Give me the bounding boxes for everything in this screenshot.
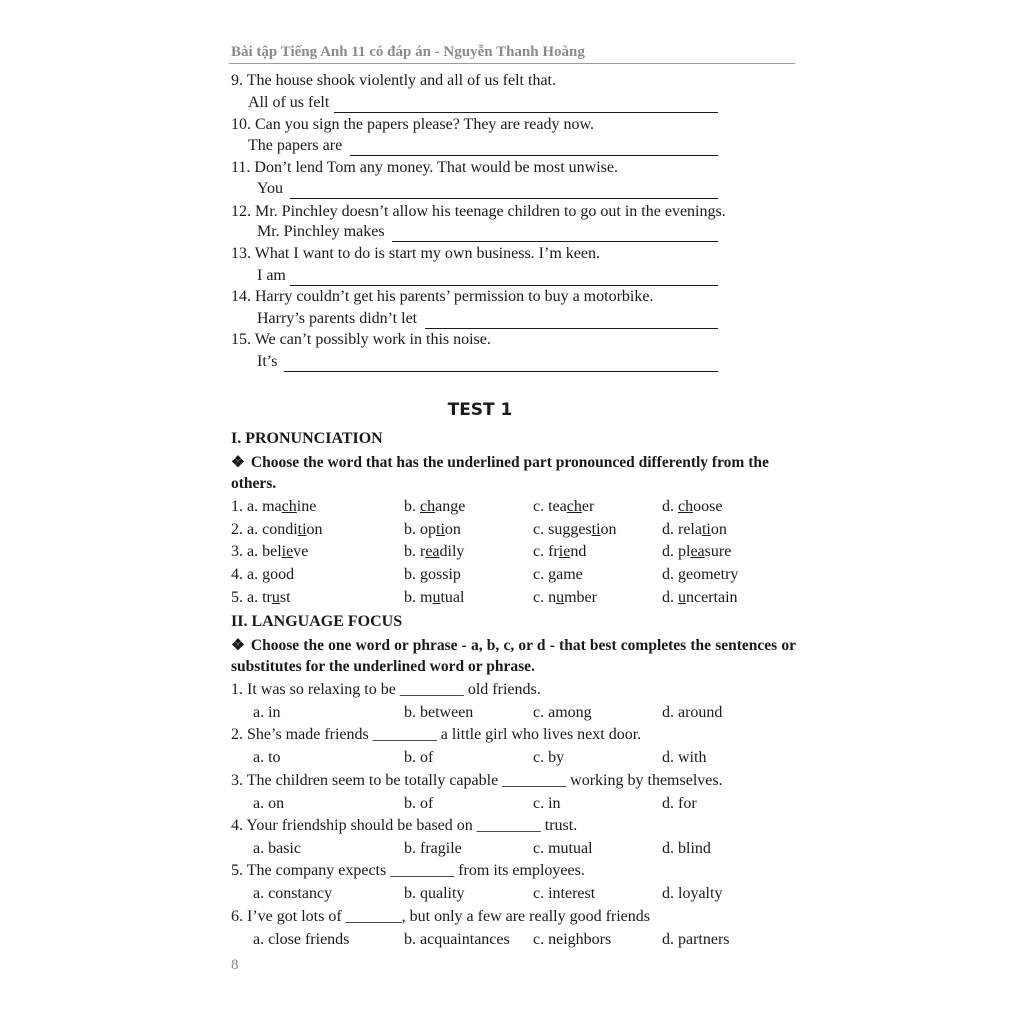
underlined-part: ch [678,498,694,515]
pronunciation-instruction [231,452,796,494]
pronunciation-option [662,565,738,585]
answer-option: c. neighbors [533,931,612,948]
option-text: d. [662,566,678,583]
option-text: ine [296,498,317,515]
answer-blank [350,155,718,156]
answer-blank [392,241,718,242]
answer-option: d. partners [662,931,730,948]
underlined-part: u [271,589,280,606]
bullet-icon: ❖ [231,637,245,654]
underlined-part: ch [420,498,436,515]
rewrite-answer-start: It’s [257,353,278,370]
answer-option: b. between [404,704,474,721]
underlined-part: u [678,589,686,606]
underlined-part: ti [701,521,711,538]
option-text: on [600,521,617,538]
option-text: c. fr [533,543,559,560]
answer-option: a. in [253,704,281,721]
answer-option: b. acquaintances [404,931,510,948]
underlined-part: u [556,589,565,606]
pronunciation-option [231,565,294,585]
option-text: er [581,498,595,515]
pronunciation-option [662,497,722,517]
rewrite-question: 12. Mr. Pinchley doesn’t allow his teenage children to go out in the evenings. [231,203,726,220]
underlined-part: ea [425,543,440,560]
option-text: d. [662,498,678,515]
answer-option: c. among [533,704,592,721]
answer-blank [290,198,718,199]
option-text: b. m [404,589,433,606]
language-focus-instruction [231,635,796,677]
option-text: nd [570,543,587,560]
underlined-part: g [548,566,557,583]
section-heading-pronunciation: I. PRONUNCIATION [231,430,383,447]
pronunciation-option [533,588,597,608]
answer-blank [334,112,718,113]
pronunciation-option [533,497,594,517]
option-text: on [444,521,461,538]
option-text: c. [533,566,549,583]
pronunciation-option [533,565,583,585]
underlined-part: ti [591,521,601,538]
question-text: 3. The children seem to be totally capable ________ working by themselves. [231,772,723,789]
answer-option: b. quality [404,885,465,902]
answer-option: a. close friends [253,931,350,948]
answer-option: d. blind [662,840,711,857]
rewrite-question: 11. Don’t lend Tom any money. That would be most unwise. [231,159,618,176]
pronunciation-option [231,520,323,540]
option-text: oose [693,498,723,515]
pronunciation-option [662,588,738,608]
answer-option: c. mutual [533,840,593,857]
pronunciation-option [533,520,617,540]
option-text: ncertain [686,589,738,606]
option-text: mber [564,589,597,606]
page-number: 8 [231,957,239,973]
option-text: 4. a. [231,566,263,583]
option-text: on [710,521,727,538]
underlined-part: ch [281,498,297,515]
option-text: c. sugges [533,521,592,538]
question-text: 1. It was so relaxing to be ________ old friends. [231,681,541,698]
answer-option: d. with [662,749,707,766]
answer-blank [425,328,718,329]
question-text: 6. I’ve got lots of _______, but only a few are really good friends [231,908,651,925]
option-text: ange [435,498,466,515]
underlined-part: g [262,566,271,583]
pronunciation-option [404,542,464,562]
option-text: d. pl [662,543,691,560]
answer-option: a. basic [253,840,301,857]
option-text: c. n [533,589,557,606]
underlined-part: ch [566,498,582,515]
question-text: 5. The company expects ________ from its employees. [231,862,585,879]
option-text: c. tea [533,498,567,515]
option-text: sure [704,543,732,560]
underlined-part: g [420,566,428,583]
option-text: eometry [686,566,739,583]
instruction-text: Choose the word that has the underlined part pronounced differently from the others. [231,454,769,492]
question-text: 4. Your friendship should be based on ________ trust. [231,817,578,834]
option-text: ame [556,566,583,583]
rewrite-question: 14. Harry couldn’t get his parents’ permission to buy a motorbike. [231,288,654,305]
option-text: ve [293,543,309,560]
answer-option: a. on [253,795,285,812]
underlined-part: ti [297,521,307,538]
option-text: 5. a. tr [231,589,272,606]
answer-option: a. constancy [253,885,333,902]
running-header: Bài tập Tiếng Anh 11 có đáp án - Nguyễn Thanh Hoàng [231,44,585,60]
answer-option: b. of [404,749,434,766]
rewrite-answer-start: Mr. Pinchley makes [257,223,385,240]
pronunciation-option [404,588,464,608]
pronunciation-option [404,565,461,585]
rewrite-answer-start: Harry’s parents didn’t let [257,310,418,327]
rewrite-question: 15. We can’t possibly work in this noise. [231,331,491,348]
option-text: b. [404,566,420,583]
answer-option: c. in [533,795,561,812]
pronunciation-option [231,588,291,608]
option-text: tual [440,589,465,606]
section-heading-language-focus: II. LANGUAGE FOCUS [231,613,403,630]
pronunciation-option [231,542,308,562]
answer-blank [284,371,718,372]
option-text: d. rela [662,521,702,538]
answer-option: d. loyalty [662,885,723,902]
underlined-part: ti [436,521,445,538]
pronunciation-option [662,520,727,540]
rewrite-question: 13. What I want to do is start my own business. I’m keen. [231,245,600,262]
pronunciation-option [404,497,465,517]
answer-option: d. for [662,795,697,812]
option-text: ood [270,566,295,583]
pronunciation-option [662,542,731,562]
question-text: 2. She’s made friends ________ a little girl who lives next door. [231,726,642,743]
option-text: 1. a. ma [231,498,282,515]
underlined-part: ie [281,543,294,560]
pronunciation-option [231,497,316,517]
underlined-part: g [678,566,686,583]
option-text: 3. a. bel [231,543,282,560]
option-text: 2. a. condi [231,521,298,538]
option-text: b. r [404,543,426,560]
option-text: dily [439,543,465,560]
answer-blank [290,285,718,286]
rewrite-answer-start: The papers are [248,137,343,154]
option-text: st [279,589,291,606]
option-text: b. [404,498,420,515]
underlined-part: ie [558,543,571,560]
underlined-part: ea [690,543,705,560]
rewrite-question: 10. Can you sign the papers please? They are ready now. [231,116,594,133]
option-text: d. [662,589,678,606]
rewrite-answer-start: I am [257,267,286,284]
test-title: TEST 1 [447,400,513,420]
pronunciation-option [404,520,461,540]
answer-option: d. around [662,704,723,721]
rewrite-answer-start: You [257,180,283,197]
rewrite-answer-start: All of us felt [248,94,330,111]
answer-option: c. by [533,749,565,766]
answer-option: c. interest [533,885,596,902]
answer-option: b. of [404,795,434,812]
answer-option: a. to [253,749,281,766]
pronunciation-option [533,542,586,562]
underlined-part: u [432,589,441,606]
bullet-icon: ❖ [231,454,245,471]
option-text: b. op [404,521,436,538]
answer-option: b. fragile [404,840,462,857]
option-text: ossip [428,566,461,583]
rewrite-question: 9. The house shook violently and all of us felt that. [231,72,556,89]
option-text: on [306,521,323,538]
instruction-text: Choose the one word or phrase - a, b, c, or d - that best completes the sentences or substitutes for the underlined word or phrase. [231,637,796,675]
header-rule [229,63,795,64]
